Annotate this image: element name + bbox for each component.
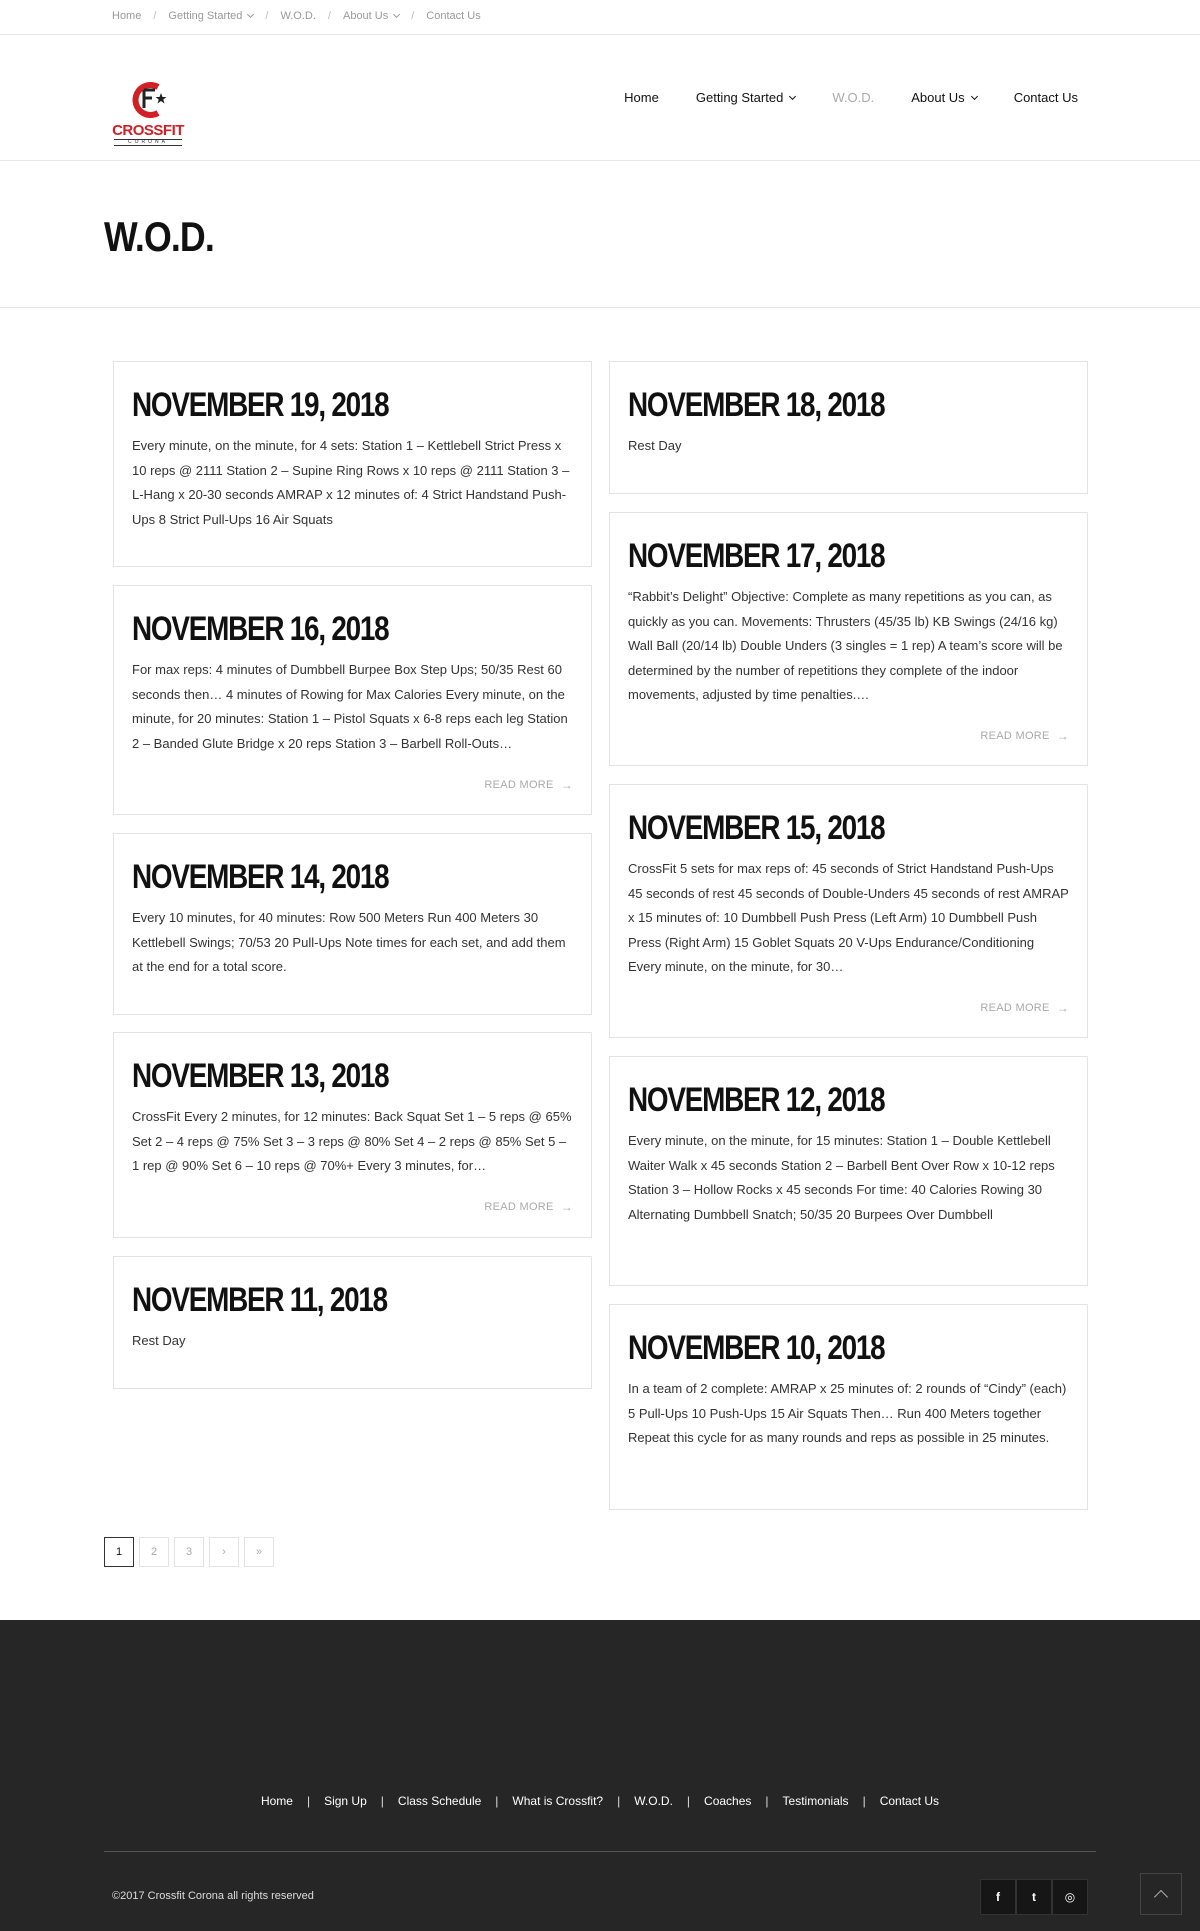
copyright-text: ©2017 Crossfit Corona all rights reserved [112,1890,314,1902]
footer-nav [0,1794,1200,1808]
nav-label: About Us [911,90,965,105]
post-card [609,361,1088,494]
breadcrumb-home[interactable] [112,10,141,22]
breadcrumb-separator: / [327,10,331,22]
post-excerpt: CrossFit 5 sets for max reps of: 45 seconds of Strict Handstand Push-Ups 45 seconds of rest 45 seconds of Double-Unders 45 seconds of rest AMRAP x 15 minutes of: 10 Dumbbell Push Press (Left Arm) 10 Dumbbell Push Press (Right Arm) 15 Goblet Squats 20 V-Ups Endurance/Conditioning Every minute, on the minute, for 30… [628,861,1069,974]
read-more-link[interactable] [980,1001,1069,1015]
chevron-down-icon [247,11,254,18]
breadcrumb-wod[interactable] [280,10,315,22]
page-title: W.O.D. [104,213,214,260]
page-3-button[interactable]: 3 [174,1537,204,1567]
post-date[interactable]: NOVEMBER 16, 2018 [132,610,389,648]
main-nav [587,90,1078,105]
post-date[interactable]: NOVEMBER 18, 2018 [628,386,885,424]
arrow-right-icon: → [1056,1001,1069,1015]
footer-separator: | [380,1794,384,1808]
breadcrumb-separator: / [411,10,415,22]
post-excerpt: In a team of 2 complete: AMRAP x 25 minutes of: 2 rounds of “Cindy” (each) 5 Pull-Ups 10 Push-Ups 15 Air Squats Then… Run 400 Meters together Repeat this cycle for as many rounds and reps as possible in 25 minutes. [628,1381,1067,1445]
post-date[interactable]: NOVEMBER 19, 2018 [132,386,389,424]
post-date[interactable]: NOVEMBER 10, 2018 [628,1329,885,1367]
nav-item-contact-us[interactable] [1014,90,1078,105]
post-card [609,512,1088,766]
crossfit-logo-icon [128,78,172,122]
page-2-button[interactable]: 2 [139,1537,169,1567]
page-1-button[interactable]: 1 [104,1537,134,1567]
site-header [0,35,1200,161]
post-excerpt: Every minute, on the minute, for 15 minutes: Station 1 – Double Kettlebell Waiter Walk x 45 seconds Station 2 – Barbell Bent Over Row x 10-12 reps Station 3 – Hollow Rocks x 45 seconds For time: 40 Calories Rowing 30 Alternating Dumbbell Snatch; 50/35 20 Burpees Over Dumbbell [628,1133,1055,1222]
chevron-up-icon [1154,1889,1168,1903]
facebook-icon[interactable]: f [980,1879,1016,1915]
site-logo[interactable] [104,78,192,146]
breadcrumb-separator: / [153,10,157,22]
post-excerpt: Every minute, on the minute, for 4 sets: Station 1 – Kettlebell Strict Press x 10 reps @ 2111 Station 2 – Supine Ring Rows x 10 reps @ 2111 Station 3 – L-Hang x 20-30 seconds AMRAP x 12 minutes of: 4 Strict Handstand Push-Ups 8 Strict Pull-Ups 16 Air Squats [132,438,570,527]
post-excerpt: CrossFit Every 2 minutes, for 12 minutes: Back Squat Set 1 – 5 reps @ 65% Set 2 – 4 reps @ 75% Set 3 – 3 reps @ 80% Set 4 – 2 reps @ 85% Set 5 – 1 rep @ 90% Set 6 – 10 reps @ 70%+ Every 3 minutes, for… [132,1109,572,1173]
footer-link-contact-us[interactable]: Contact Us [879,1794,940,1808]
footer-separator: | [495,1794,499,1808]
post-date[interactable]: NOVEMBER 14, 2018 [132,858,389,896]
chevron-down-icon [789,92,796,99]
post-card [113,361,592,567]
post-card [609,784,1088,1038]
breadcrumb-label: Home [112,10,142,22]
nav-label: Getting Started [695,90,784,105]
nav-label: Home [624,90,659,105]
post-excerpt: Rest Day [132,1333,186,1348]
nav-label: W.O.D. [832,90,875,105]
post-date[interactable]: NOVEMBER 15, 2018 [628,809,885,847]
page-title-bar [0,161,1200,308]
logo-subtitle: CORONA [114,139,182,146]
breadcrumb-label: About Us [342,10,389,22]
read-more-label: READ MORE [980,1002,1050,1014]
post-card [113,833,592,1015]
breadcrumb-about-us[interactable] [343,10,399,22]
post-date[interactable]: NOVEMBER 11, 2018 [132,1281,387,1319]
footer-divider [104,1851,1096,1852]
chevron-down-icon [393,11,400,18]
breadcrumb-separator: / [265,10,269,22]
breadcrumb-getting-started[interactable] [168,10,253,22]
post-date[interactable]: NOVEMBER 13, 2018 [132,1057,389,1095]
nav-item-about-us[interactable] [911,90,976,105]
post-excerpt: For max reps: 4 minutes of Dumbbell Burpee Box Step Ups; 50/35 Rest 60 seconds then… 4 minutes of Rowing for Max Calories Every minute, on the minute, for 20 minutes: Station 1 – Pistol Squats x 6-8 reps each leg Station 2 – Banded Glute Bridge x 20 reps Station 3 – Barbell Roll-Outs… [132,662,568,751]
top-bar [0,0,1200,35]
footer-link-coaches[interactable]: Coaches [704,1794,752,1808]
post-date[interactable]: NOVEMBER 12, 2018 [628,1081,885,1119]
footer-link-wod[interactable]: W.O.D. [634,1794,673,1808]
instagram-icon[interactable]: ◎ [1052,1879,1088,1915]
footer-separator: | [617,1794,621,1808]
post-card [113,1256,592,1389]
footer-link-home[interactable]: Home [260,1794,293,1808]
breadcrumb-contact-us[interactable] [426,10,480,22]
footer-separator: | [765,1794,769,1808]
arrow-right-icon: → [560,778,573,792]
footer-link-sign-up[interactable]: Sign Up [324,1794,367,1808]
pagination [104,1537,279,1567]
post-date[interactable]: NOVEMBER 17, 2018 [628,537,885,575]
read-more-link[interactable] [980,729,1069,743]
post-card [609,1304,1088,1510]
breadcrumb [112,10,481,22]
footer-separator: | [686,1794,691,1808]
next-page-button[interactable]: › [209,1537,239,1567]
post-card [113,1032,592,1238]
breadcrumb-label: Getting Started [168,10,243,22]
nav-item-wod[interactable] [832,90,874,105]
read-more-link[interactable] [484,778,573,792]
post-excerpt: Rest Day [628,438,682,453]
read-more-link[interactable] [484,1200,573,1214]
site-footer [0,1620,1200,1931]
arrow-right-icon: → [560,1200,573,1214]
footer-link-what-is-crossfit[interactable]: What is Crossfit? [512,1794,604,1808]
twitter-icon[interactable]: t [1016,1879,1052,1915]
scroll-to-top-button[interactable] [1140,1873,1182,1915]
post-excerpt: “Rabbit’s Delight” Objective: Complete as many repetitions as you can, as quickly as you can. Movements: Thrusters (45/35 lb) KB Swings (24/16 kg) Wall Ball (20/14 lb) Double Unders (3 singles = 1 rep) A team’s score will be determined by the number of repetitions they complete of the indoor movements, adjusted by time penalties.… [628,589,1063,702]
footer-link-class-schedule[interactable]: Class Schedule [397,1794,482,1808]
read-more-label: READ MORE [980,730,1050,742]
post-excerpt: Every 10 minutes, for 40 minutes: Row 500 Meters Run 400 Meters 30 Kettlebell Swings; 70/53 20 Pull-Ups Note times for each set, and add them at the end for a total score. [132,910,566,974]
read-more-label: READ MORE [484,1201,554,1213]
read-more-label: READ MORE [484,779,554,791]
footer-separator: | [306,1794,311,1808]
footer-separator: | [862,1794,866,1808]
social-links [980,1879,1088,1915]
footer-link-testimonials[interactable]: Testimonials [782,1794,849,1808]
nav-item-getting-started[interactable] [696,90,795,105]
post-card [113,585,592,815]
nav-item-home[interactable] [624,90,659,105]
chevron-down-icon [971,92,978,99]
arrow-right-icon: → [1056,729,1069,743]
last-page-button[interactable]: » [244,1537,274,1567]
nav-label: Contact Us [1013,90,1078,105]
breadcrumb-label: Contact Us [426,10,481,22]
breadcrumb-label: W.O.D. [280,10,316,22]
post-card [609,1056,1088,1286]
logo-wordmark: CROSSFIT [112,122,184,139]
